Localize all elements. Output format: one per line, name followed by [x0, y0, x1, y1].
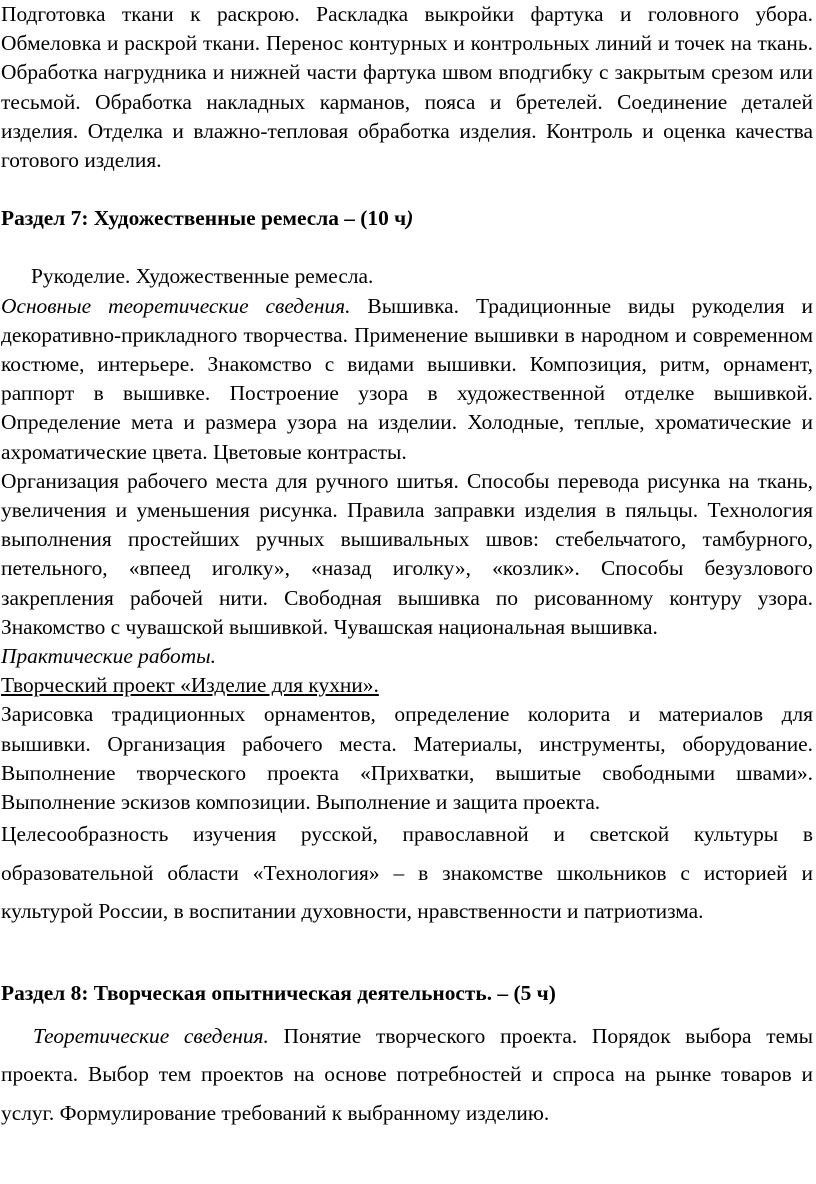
section-7-theory-text: Вышивка. Традиционные виды рукоделия и декоративно-прикладного творчества. Применение вышивки в народном и современном костюме, интерьере. Знакомство с видами вышивки. Композиция, ритм, орнамент, раппорт в вышивке. Построение узора в художественной отделке вышивкой. Определение мета и размера узора на изделии. Холодные, теплые, хроматические и ахроматические цвета. Цветовые контрасты.: [1, 293, 814, 464]
section-7-heading-close: ): [406, 206, 414, 231]
section-8-theory-label: Теоретические сведения.: [33, 1023, 269, 1048]
project-title: Творческий проект «Изделие для кухни».: [1, 673, 379, 698]
section-7-theory-label: Основные теоретические сведения.: [1, 293, 351, 318]
project-description: Зарисовка традиционных орнаментов, определение колорита и материалов для вышивки. Организация рабочего места. Материалы, инструменты, оборудование. Выполнение творческого проекта «Прихватки, вышитые свободными швами». Выполнение эскизов композиции. Выполнение и защита проекта.: [1, 702, 813, 815]
section-8-theory-paragraph: [1, 1017, 813, 1133]
document-page: [1, 0, 813, 1132]
practical-works-label: Практические работы.: [1, 644, 217, 669]
section-7-heading-text: Раздел 7: Художественные ремесла – (10 ч: [1, 206, 407, 231]
section-7-heading: [1, 204, 813, 233]
section-7-theory-paragraph: [1, 292, 813, 467]
culture-paragraph: Целесообразность изучения русской, православной и светской культуры в образовательной области «Технология» – в знакомстве школьников с историей и культурой России, в воспитании духовности, нравственности и патриотизма.: [1, 822, 813, 924]
intro-paragraph: Подготовка ткани к раскрою. Раскладка выкройки фартука и головного убора. Обмеловка и раскрой ткани. Перенос контурных и контрольных линий и точек на ткань. Обработка нагрудника и нижней части фартука швом вподгибку с закрытым срезом или тесьмой. Обработка накладных карманов, пояса и бретелей. Соединение деталей изделия. Отделка и влажно-тепловая обработка изделия. Контроль и оценка качества готового изделия.: [1, 2, 813, 173]
section-8-heading: Раздел 8: Творческая опытническая деятельность. – (5 ч): [1, 980, 556, 1005]
section-7-subtitle: Рукоделие. Художественные ремесла.: [31, 264, 374, 289]
section-7-organization-paragraph: Организация рабочего места для ручного шитья. Способы перевода рисунка на ткань, увеличения и уменьшения рисунка. Правила заправки изделия в пяльцы. Технология выполнения простейших ручных вышивальных швов: стебельчатого, тамбурного, петельного, «впеед иголку», «назад иголку», «козлик». Способы безузлового закрепления рабочей нити. Свободная вышивка по рисованному контуру узора. Знакомство с чувашской вышивкой. Чувашская национальная вышивка.: [1, 468, 813, 639]
section-8-theory-text: Понятие творческого проекта. Порядок выбора темы проекта. Выбор тем проектов на основе потребностей и спроса на рынке товаров и услуг. Формулирование требований к выбранному изделию.: [1, 1023, 813, 1125]
